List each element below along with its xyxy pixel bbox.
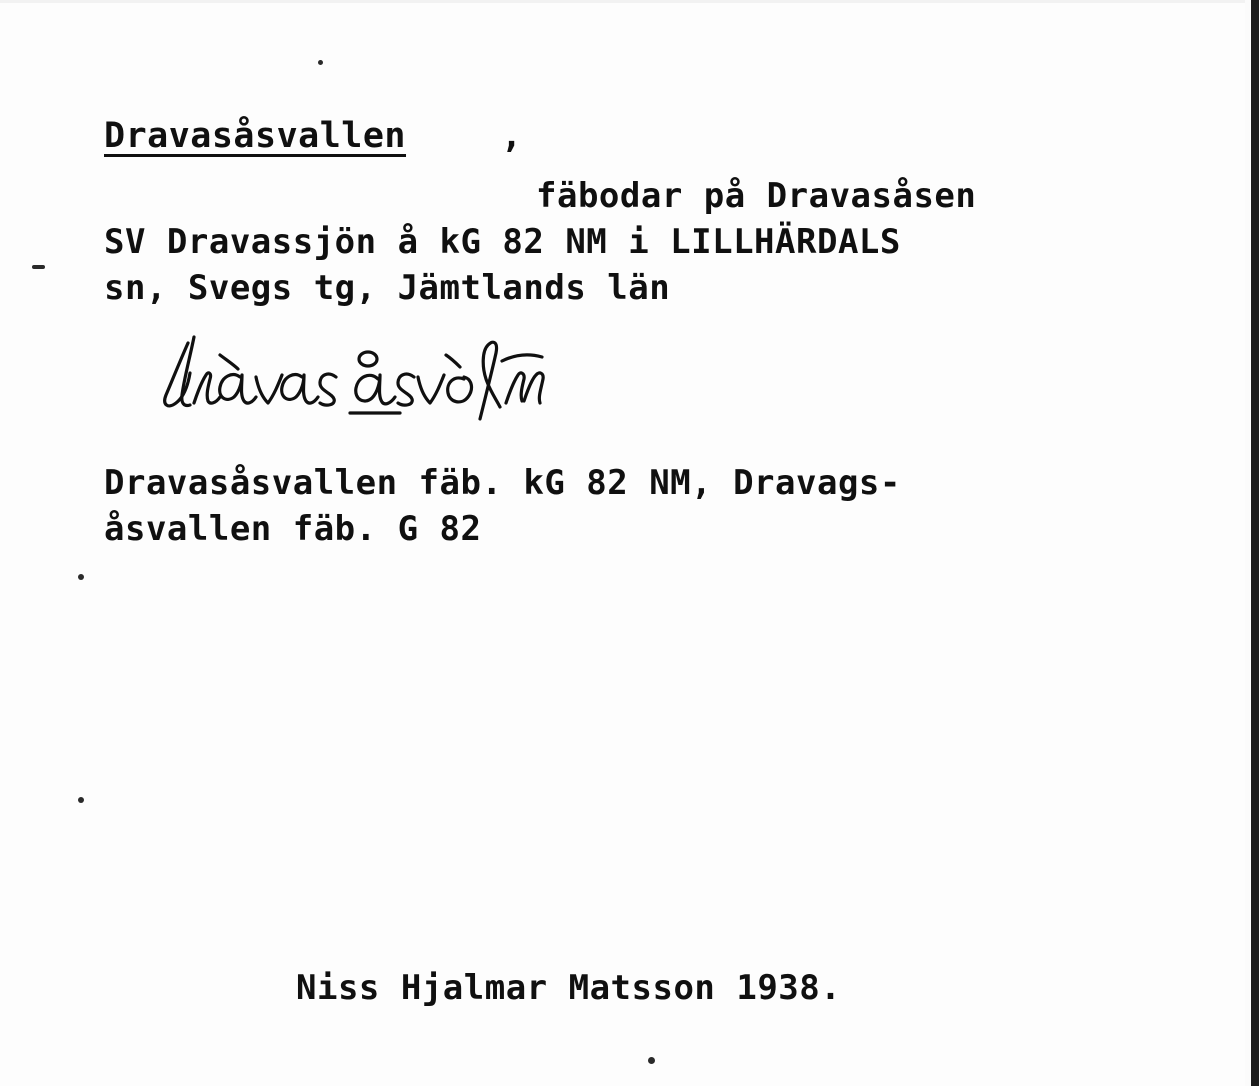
variant-line-1: Dravasåsvallen fäb. kG 82 NM, Dravags- xyxy=(104,463,901,503)
headword: Dravasåsvallen xyxy=(104,116,407,156)
scan-top-edge xyxy=(0,0,1259,3)
description-line-2: SV Dravassjön å kG 82 NM i LILLHÄRDALS xyxy=(104,222,901,262)
handwritten-form xyxy=(150,333,570,428)
scan-speck xyxy=(648,1057,655,1064)
scan-right-edge xyxy=(1251,0,1259,1086)
description-line-1: fäbodar på Dravasåsen xyxy=(536,176,977,216)
collector-attribution: Niss Hjalmar Matsson 1938. xyxy=(296,968,842,1008)
scan-speck xyxy=(32,265,45,269)
scan-speck xyxy=(78,574,84,580)
description-line-3: sn, Svegs tg, Jämtlands län xyxy=(104,268,671,308)
scan-speck xyxy=(78,797,84,803)
scan-speck xyxy=(318,60,323,65)
headword-punctuation: , xyxy=(501,116,523,156)
variant-line-2: åsvallen fäb. G 82 xyxy=(104,509,482,549)
